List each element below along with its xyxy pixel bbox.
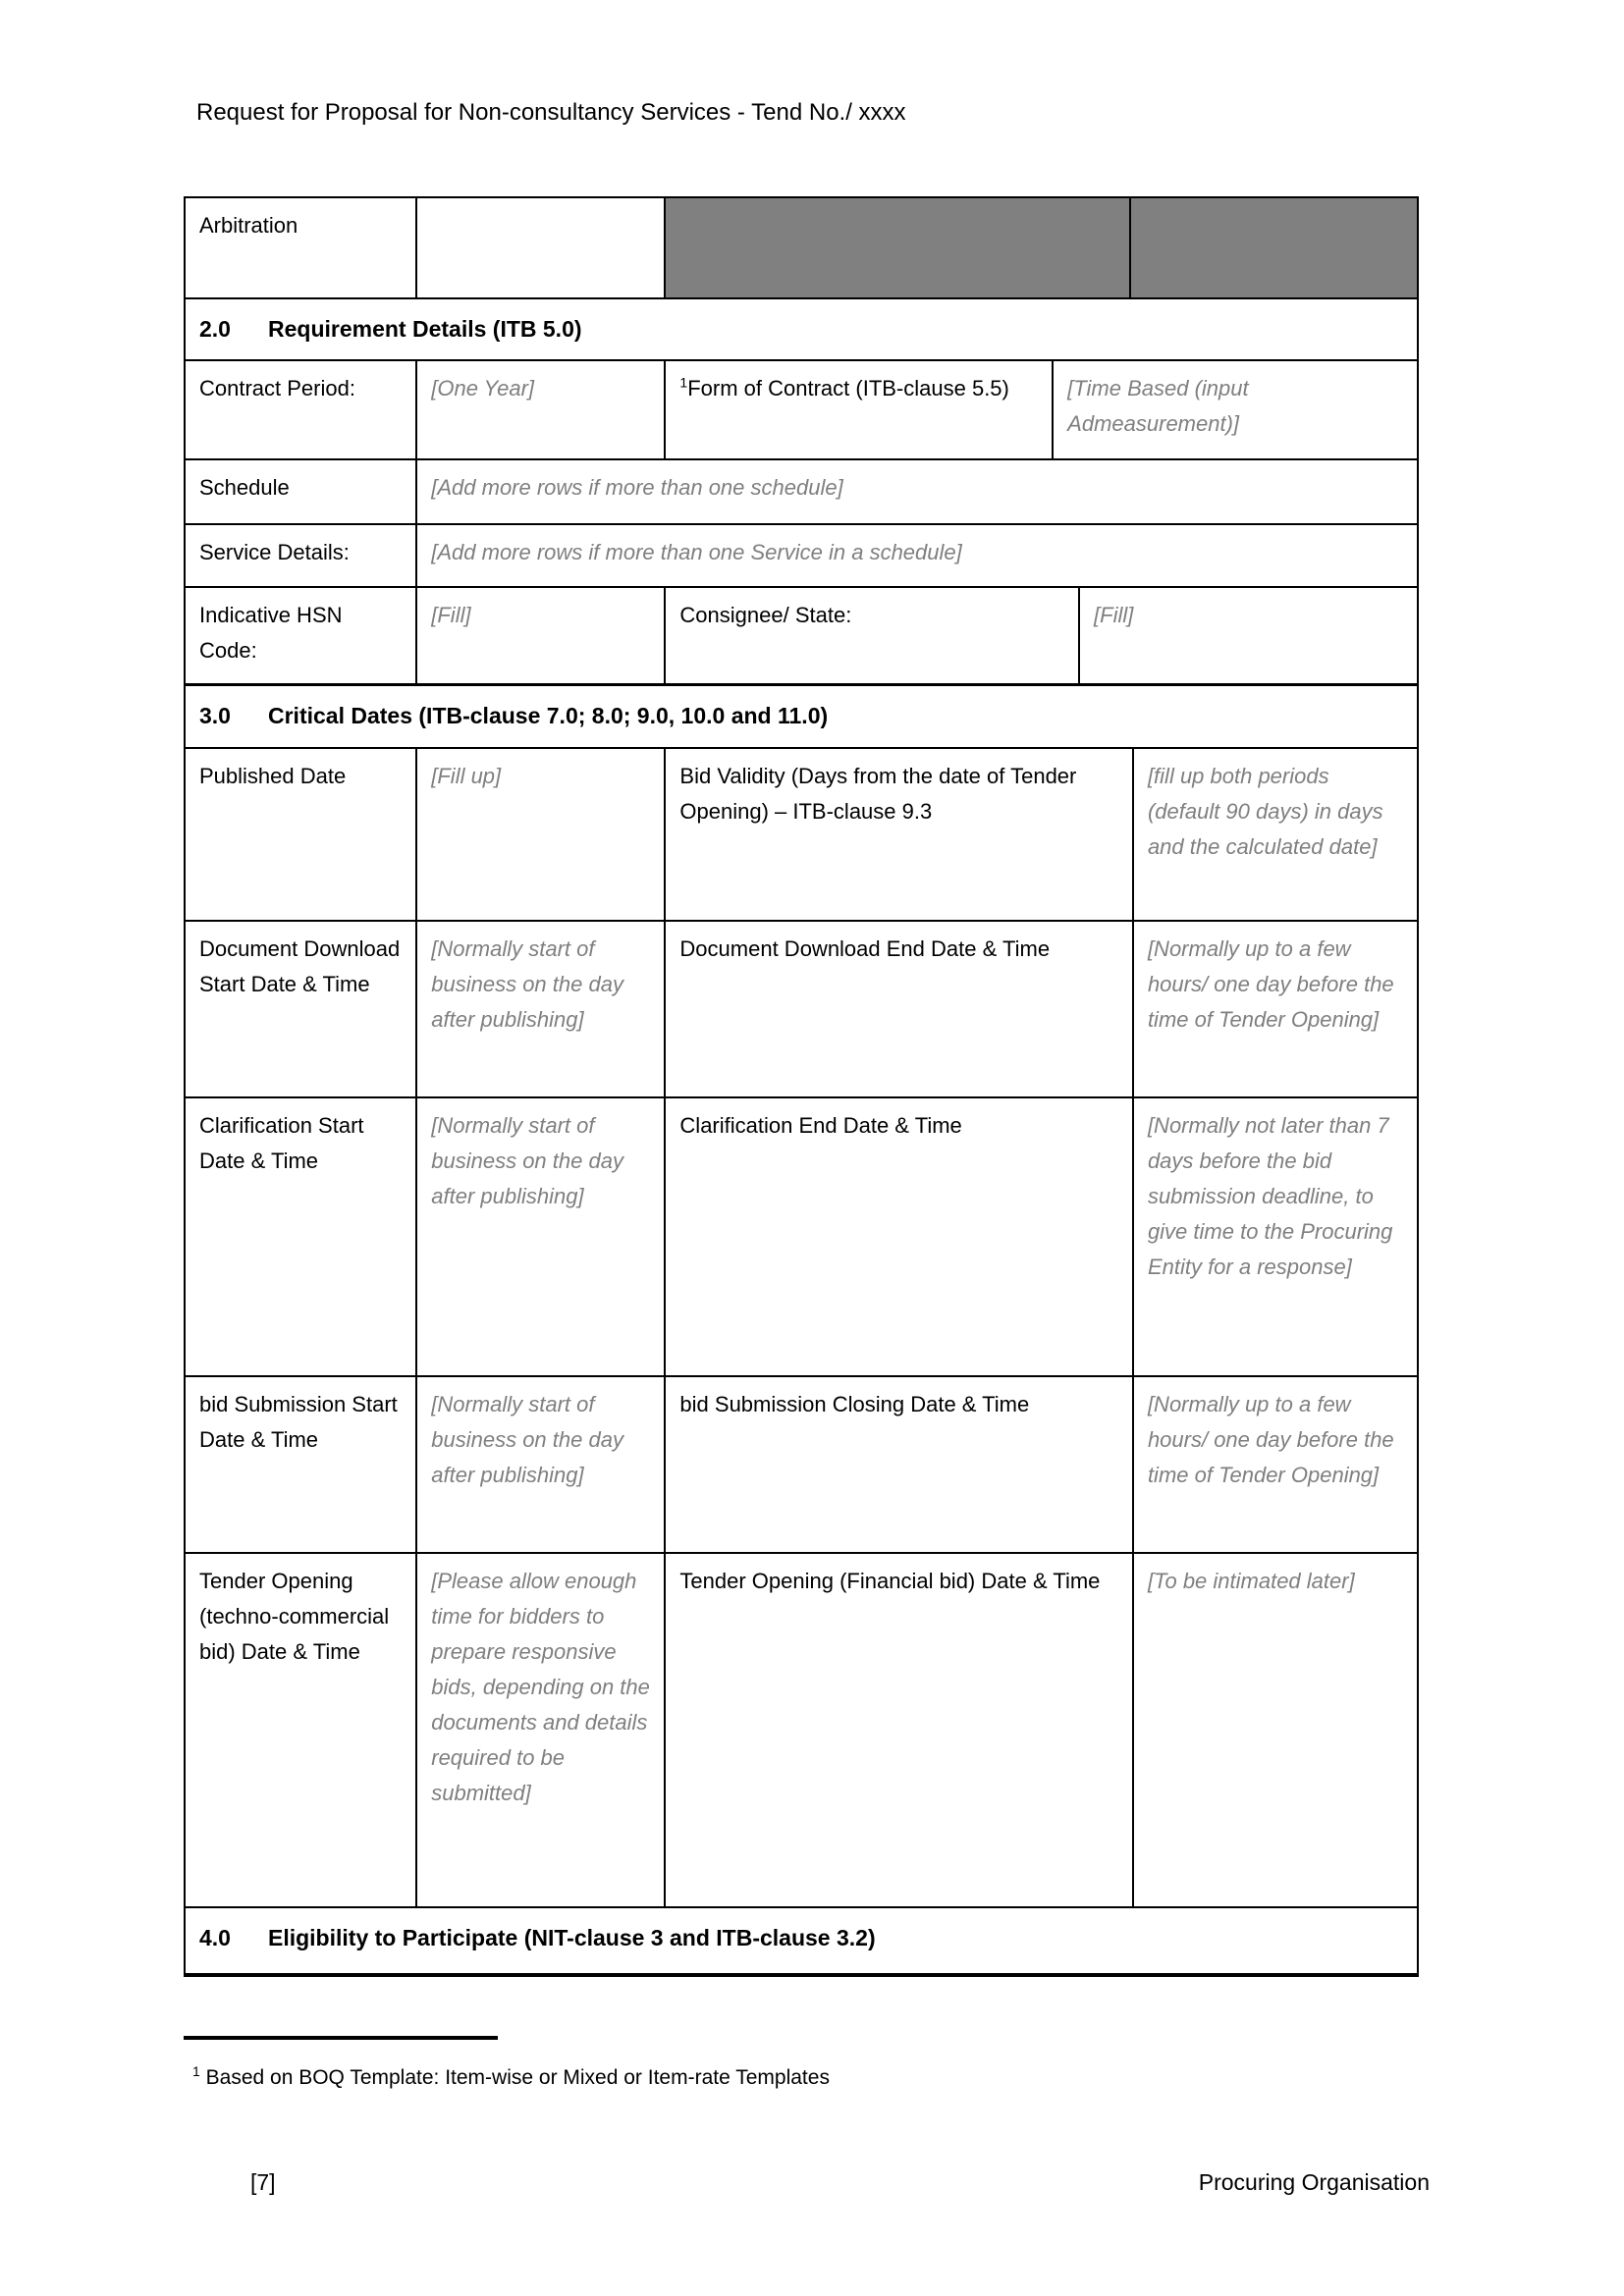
footnote-text — [192, 2064, 830, 2092]
rfp-details-table — [184, 196, 1419, 1977]
hsn-code-label-cell: Indicative HSN Code: — [186, 588, 417, 683]
consignee-state-value-cell: [Fill] — [1094, 603, 1134, 627]
bid-submission-closing-label-cell: bid Submission Closing Date & Time — [666, 1377, 1134, 1552]
row-hsn-code — [186, 588, 1417, 686]
hsn-code-value-cell: [Fill] — [417, 588, 666, 683]
published-date-value-cell: [Fill up] — [417, 749, 666, 920]
section-4-number: 4.0 — [199, 1925, 231, 1950]
row-service-details — [186, 525, 1417, 588]
section-3-title: Critical Dates (ITB-clause 7.0; 8.0; 9.0, 10.0 and 11.0) — [268, 703, 829, 728]
clarification-end-label-cell: Clarification End Date & Time — [666, 1098, 1134, 1375]
arbitration-shaded-cell-1 — [666, 198, 1131, 297]
bid-submission-start-label-cell: bid Submission Start Date & Time — [186, 1377, 417, 1552]
row-section-4 — [186, 1908, 1417, 1973]
page-footer — [0, 2169, 1624, 2203]
row-section-2 — [186, 299, 1417, 361]
clarification-start-value-cell: [Normally start of business on the day after publishing] — [417, 1098, 666, 1375]
doc-download-end-label-cell: Document Download End Date & Time — [666, 922, 1134, 1096]
doc-download-end-value-cell: [Normally up to a few hours/ one day before the time of Tender Opening] — [1147, 936, 1394, 1032]
row-section-3 — [186, 686, 1417, 749]
footnote-marker: 1 — [192, 2063, 200, 2079]
section-3-number: 3.0 — [199, 703, 231, 728]
contract-period-label-cell: Contract Period: — [186, 361, 417, 458]
tender-opening-financial-value-cell: [To be intimated later] — [1147, 1569, 1355, 1593]
clarification-end-value-cell: [Normally not later than 7 days before the bid submission deadline, to give time to the Procuring Entity for a response] — [1147, 1113, 1393, 1279]
arbitration-label-cell: Arbitration — [186, 198, 417, 297]
footnote-reference-mark: 1 — [679, 374, 688, 391]
doc-download-start-label-cell: Document Download Start Date & Time — [186, 922, 417, 1096]
bid-validity-value-cell: [fill up both periods (default 90 days) in days and the calculated date] — [1147, 764, 1383, 859]
row-schedule — [186, 460, 1417, 525]
schedule-label-cell: Schedule — [186, 460, 417, 523]
section-4-title: Eligibility to Participate (NIT-clause 3 and ITB-clause 3.2) — [268, 1925, 876, 1950]
row-clarification — [186, 1098, 1417, 1377]
tender-opening-financial-label-cell: Tender Opening (Financial bid) Date & Time — [666, 1554, 1134, 1906]
clarification-start-label-cell: Clarification Start Date & Time — [186, 1098, 417, 1375]
form-of-contract-label: Form of Contract (ITB-clause 5.5) — [687, 376, 1009, 400]
doc-download-start-value-cell: [Normally start of business on the day after publishing] — [417, 922, 666, 1096]
section-2-title: Requirement Details (ITB 5.0) — [268, 316, 582, 342]
footnote-body: Based on BOQ Template: Item-wise or Mixed or Item-rate Templates — [199, 2066, 830, 2089]
page-header-title: Request for Proposal for Non-consultancy Services - Tend No./ xxxx — [196, 99, 906, 126]
row-published-date — [186, 749, 1417, 922]
section-3-heading — [186, 686, 1417, 747]
page-number: [7] — [250, 2169, 276, 2195]
section-2-heading — [186, 299, 1417, 359]
published-date-label-cell: Published Date — [186, 749, 417, 920]
consignee-state-label-cell: Consignee/ State: — [666, 588, 1080, 683]
form-of-contract-label-cell — [666, 361, 1054, 458]
arbitration-value-cell — [417, 198, 666, 297]
section-4-heading — [186, 1908, 1417, 1973]
arbitration-shaded-cell-2 — [1131, 198, 1417, 297]
bid-validity-label-cell: Bid Validity (Days from the date of Tender Opening) – ITB-clause 9.3 — [666, 749, 1134, 920]
bid-submission-closing-value-cell: [Normally up to a few hours/ one day before the time of Tender Opening] — [1147, 1392, 1394, 1487]
tender-opening-techno-value-cell: [Please allow enough time for bidders to prepare responsive bids, depending on the documents and details required to be submitted] — [417, 1554, 666, 1906]
tender-opening-techno-label-cell: Tender Opening (techno-commercial bid) Date & Time — [186, 1554, 417, 1906]
section-2-number: 2.0 — [199, 316, 231, 342]
contract-period-value-cell: [One Year] — [417, 361, 666, 458]
footnote-separator-line — [184, 2036, 498, 2040]
schedule-value-cell: [Add more rows if more than one schedule] — [431, 475, 843, 500]
row-document-download — [186, 922, 1417, 1098]
row-bid-submission — [186, 1377, 1417, 1554]
row-contract-period — [186, 361, 1417, 460]
row-arbitration — [186, 198, 1417, 299]
service-details-value-cell: [Add more rows if more than one Service in a schedule] — [431, 540, 962, 564]
bid-submission-start-value-cell: [Normally start of business on the day after publishing] — [417, 1377, 666, 1552]
row-tender-opening — [186, 1554, 1417, 1908]
form-of-contract-value-cell: [Time Based (input Admeasurement)] — [1067, 376, 1249, 436]
service-details-label-cell: Service Details: — [186, 525, 417, 586]
footer-organisation-label: Procuring Organisation — [1198, 2169, 1430, 2195]
